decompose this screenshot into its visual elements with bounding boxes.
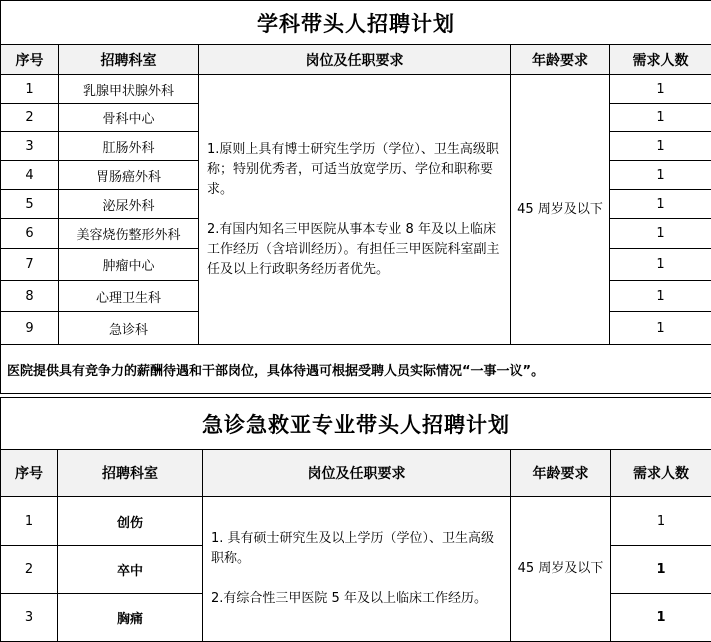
row-seq: 6 (1, 219, 59, 249)
header-count: 需求人数 (611, 450, 711, 497)
row-count: 1 (610, 281, 711, 312)
table-row (1, 75, 711, 104)
row-dept: 卒中 (58, 546, 203, 594)
recruitment-table-2 (0, 397, 711, 642)
row-dept: 肿瘤中心 (59, 249, 199, 281)
row-count: 1 (610, 161, 711, 190)
row-seq: 4 (1, 161, 59, 190)
table1-title: 学科带头人招聘计划 (1, 1, 711, 45)
row-seq: 9 (1, 312, 59, 345)
row-dept: 骨科中心 (59, 104, 199, 132)
age-cell: 45 周岁及以下 (511, 497, 611, 642)
row-dept: 乳腺甲状腺外科 (59, 75, 199, 104)
header-seq: 序号 (1, 45, 59, 75)
row-seq: 1 (1, 75, 59, 104)
row-count: 1 (610, 249, 711, 281)
row-count: 1 (610, 190, 711, 219)
table-row (1, 497, 711, 546)
row-seq: 3 (1, 132, 59, 161)
row-seq: 5 (1, 190, 59, 219)
header-seq: 序号 (1, 450, 58, 497)
requirement-2: 2.有综合性三甲医院 5 年及以上临床工作经历。 (211, 591, 487, 606)
header-count: 需求人数 (610, 45, 711, 75)
row-dept: 胸痛 (58, 594, 203, 642)
row-count: 1 (611, 497, 711, 546)
row-count: 1 (610, 132, 711, 161)
salary-note: 医院提供具有竞争力的薪酬待遇和干部岗位，具体待遇可根据受聘人员实际情况“一事一议”。 (1, 345, 711, 394)
row-seq: 2 (1, 104, 59, 132)
row-seq: 2 (1, 546, 58, 594)
requirement-2: 2.有国内知名三甲医院从事本专业 8 年及以上临床工作经历（含培训经历）。有担任三甲医院科室副主任及以上行政职务经历者优先。 (207, 221, 500, 277)
row-count: 1 (610, 219, 711, 249)
row-dept: 心理卫生科 (59, 281, 199, 312)
requirements-cell (203, 497, 511, 642)
requirements-cell (199, 75, 511, 345)
row-dept: 美容烧伤整形外科 (59, 219, 199, 249)
row-count: 1 (610, 75, 711, 104)
row-dept: 泌尿外科 (59, 190, 199, 219)
requirement-1: 1. 具有硕士研究生及以上学历（学位）、卫生高级职称。 (211, 531, 495, 566)
row-seq: 1 (1, 497, 58, 546)
row-dept: 急诊科 (59, 312, 199, 345)
header-requirements: 岗位及任职要求 (203, 450, 511, 497)
row-dept: 创伤 (58, 497, 203, 546)
header-age: 年龄要求 (511, 450, 611, 497)
row-count: 1 (611, 546, 711, 594)
row-seq: 3 (1, 594, 58, 642)
row-count: 1 (610, 312, 711, 345)
row-seq: 7 (1, 249, 59, 281)
row-seq: 8 (1, 281, 59, 312)
row-dept: 肛肠外科 (59, 132, 199, 161)
header-dept: 招聘科室 (59, 45, 199, 75)
header-age: 年龄要求 (511, 45, 610, 75)
requirement-1: 1.原则上具有博士研究生学历（学位）、卫生高级职称；特别优秀者，可适当放宽学历、学位和职称要求。 (207, 141, 499, 197)
row-count: 1 (610, 104, 711, 132)
row-dept: 胃肠癌外科 (59, 161, 199, 190)
header-dept: 招聘科室 (58, 450, 203, 497)
row-count: 1 (611, 594, 711, 642)
age-cell: 45 周岁及以下 (511, 75, 610, 345)
header-requirements: 岗位及任职要求 (199, 45, 511, 75)
table2-title: 急诊急救亚专业带头人招聘计划 (1, 398, 711, 450)
